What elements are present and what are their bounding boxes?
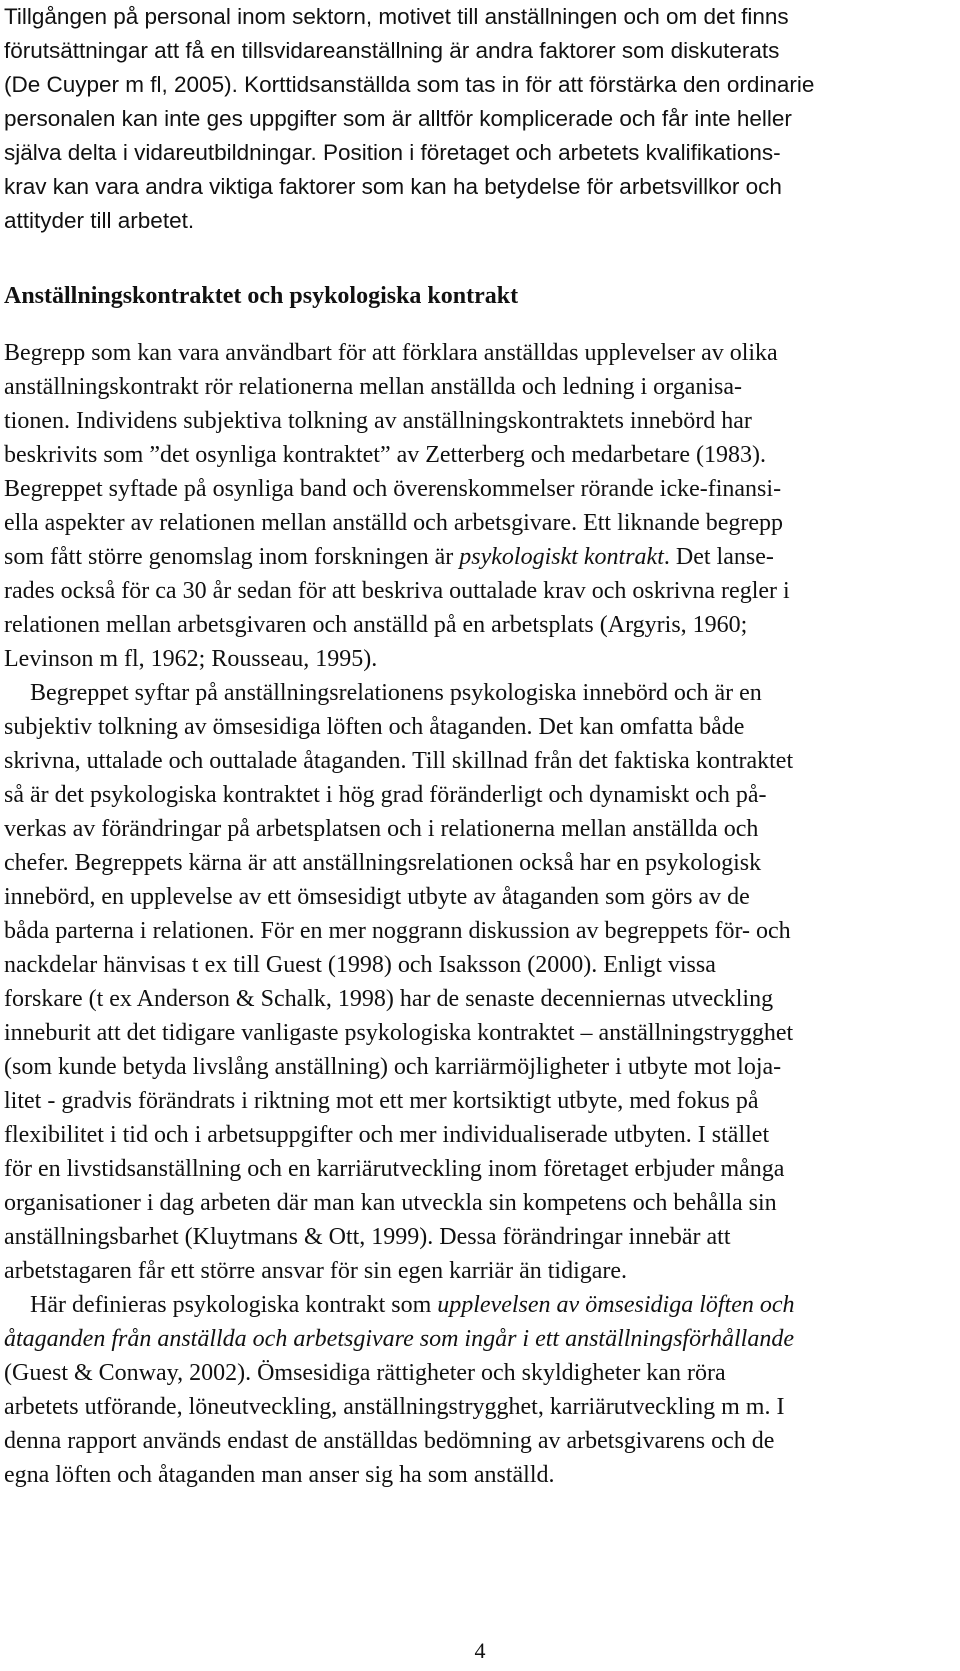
page-number: 4 <box>474 1638 486 1663</box>
text-segment: Här definieras psykologiska kontrakt som <box>30 1292 438 1318</box>
text-line: anställningsbarhet (Kluytmans & Ott, 1999). Dessa förändringar innebär att <box>4 1224 731 1250</box>
text-line: personalen kan inte ges uppgifter som är alltför komplicerade och får inte heller <box>4 106 792 131</box>
text-line: Begreppet syftade på osynliga band och överenskommelser rörande icke-finansi- <box>4 476 782 502</box>
text-line: ella aspekter av relationen mellan anställd och arbetsgivare. Ett liknande begrepp <box>4 510 784 536</box>
text-line: inneburit att det tidigare vanligaste psykologiska kontraktet – anställningstrygghet <box>4 1020 794 1046</box>
emphasis-definition: upplevelsen av ömsesidiga löften och <box>437 1292 795 1318</box>
text-line: relationen mellan arbetsgivaren och anställd på en arbetsplats (Argyris, 1960; <box>4 612 748 638</box>
text-line: Begrepp som kan vara användbart för att förklara anställdas upplevelser av olika <box>4 340 778 366</box>
text-line: flexibilitet i tid och i arbetsuppgifter och mer individualiserade utbyten. I stället <box>4 1122 770 1148</box>
text-line: beskrivits som ”det osynliga kontraktet” av Zetterberg och medarbetare (1983). <box>4 442 766 468</box>
text-line: tionen. Individens subjektiva tolkning av anställningskontraktets innebörd har <box>4 408 752 434</box>
text-line: innebörd, en upplevelse av ett ömsesidigt utbyte av åtaganden som görs av de <box>4 884 750 910</box>
text-segment: . Det lanse- <box>663 544 774 570</box>
text-line: rades också för ca 30 år sedan för att beskriva outtalade krav och oskrivna regler i <box>4 578 790 604</box>
text-line: verkas av förändringar på arbetsplatsen och i relationerna mellan anställda och <box>4 816 759 842</box>
text-line: organisationer i dag arbeten där man kan utveckla sin kompetens och behålla sin <box>4 1190 777 1216</box>
text-line <box>4 540 774 574</box>
section-heading: Anställningskontraktet och psykologiska kontrakt <box>4 283 519 309</box>
text-line: arbetets utförande, löneutveckling, anställningstrygghet, karriärutveckling m m. I <box>4 1394 785 1420</box>
text-line <box>30 1288 795 1322</box>
text-line: Levinson m fl, 1962; Rousseau, 1995). <box>4 646 378 672</box>
emphasis-definition: åtaganden från anställda och arbetsgivare som ingår i ett anställningsförhållande <box>4 1326 794 1352</box>
text-line: chefer. Begreppets kärna är att anställningsrelationen också har en psykologisk <box>4 850 762 876</box>
text-line: forskare (t ex Anderson & Schalk, 1998) har de senaste decenniernas utveckling <box>4 986 774 1012</box>
text-segment: som fått större genomslag inom forskningen är <box>4 544 460 570</box>
text-line: litet - gradvis förändrats i riktning mot ett mer kortsiktigt utbyte, med fokus på <box>4 1088 759 1114</box>
text-line: attityder till arbetet. <box>4 208 195 233</box>
emphasis-term: psykologiskt kontrakt <box>459 544 664 570</box>
text-line: (De Cuyper m fl, 2005). Korttidsanställda som tas in för att förstärka den ordinarie <box>4 72 815 97</box>
text-line: själva delta i vidareutbildningar. Position i företaget och arbetets kvalifikations- <box>4 140 781 165</box>
text-line: Tillgången på personal inom sektorn, motivet till anställningen och om det finns <box>4 4 789 29</box>
text-line: båda parterna i relationen. För en mer noggrann diskussion av begreppets för- och <box>4 918 791 944</box>
text-line: arbetstagaren får ett större ansvar för sin egen karriär än tidigare. <box>4 1258 628 1284</box>
text-line: denna rapport används endast de anställdas bedömning av arbetsgivarens och de <box>4 1428 775 1454</box>
text-line: anställningskontrakt rör relationerna mellan anställda och ledning i organisa- <box>4 374 742 400</box>
text-line <box>4 1322 794 1356</box>
text-line: för en livstidsanställning och en karriärutveckling inom företaget erbjuder många <box>4 1156 785 1182</box>
text-line: Begreppet syftar på anställningsrelationens psykologiska innebörd och är en <box>30 680 762 706</box>
text-line: (Guest & Conway, 2002). Ömsesidiga rättigheter och skyldigheter kan röra <box>4 1360 726 1386</box>
text-line: så är det psykologiska kontraktet i hög grad föränderligt och dynamiskt och på- <box>4 782 767 808</box>
text-line: (som kunde betyda livslång anställning) och karriärmöjligheter i utbyte mot loja- <box>4 1054 782 1080</box>
text-line: skrivna, uttalade och outtalade åtaganden. Till skillnad från det faktiska kontraktet <box>4 748 794 774</box>
text-line: förutsättningar att få en tillsvidareanställning är andra faktorer som diskuterats <box>4 38 780 63</box>
text-line: egna löften och åtaganden man anser sig ha som anställd. <box>4 1462 555 1488</box>
text-line: subjektiv tolkning av ömsesidiga löften och åtaganden. Det kan omfatta både <box>4 714 745 740</box>
text-line: nackdelar hänvisas t ex till Guest (1998) och Isaksson (2000). Enligt vissa <box>4 952 716 978</box>
text-line: krav kan vara andra viktiga faktorer som kan ha betydelse för arbetsvillkor och <box>4 174 782 199</box>
